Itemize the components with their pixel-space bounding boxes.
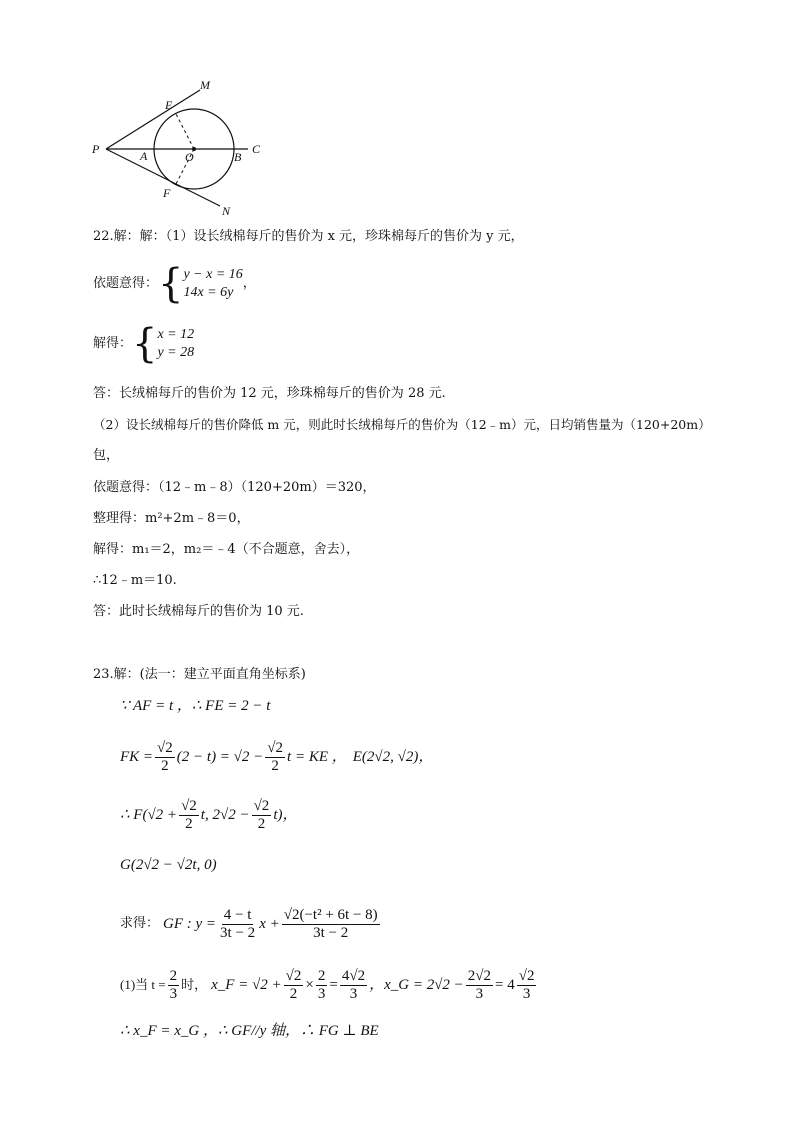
fk-lhs: FK = — [120, 749, 154, 765]
equation-2: 14x = 6y — [183, 285, 234, 300]
equation-system — [183, 266, 242, 302]
frac-2sqrt2-over-3 — [466, 968, 493, 1003]
frac-sqrt2-over-2 — [265, 740, 285, 775]
q22-answer-2: 答：此时长绒棉每斤的售价为 10 元. — [93, 604, 304, 619]
frac-4sqrt2-over-3 — [340, 968, 367, 1003]
q22-simplify: 整理得：m²+2m﹣8＝0， — [93, 511, 250, 526]
f-pre: ∴ F(√2 + — [120, 807, 178, 823]
q23-case1-line — [120, 962, 538, 1008]
q22-result: ∴12﹣m＝10. — [93, 573, 177, 588]
gf-label: 求得： — [120, 916, 160, 931]
fk-rhs: t = KE ， — [287, 749, 347, 765]
q22-system-sol — [93, 322, 194, 366]
f-mid: t, 2√2 − — [200, 807, 250, 823]
q22-eq-tail: ， — [242, 276, 256, 291]
frac-num: √2 — [285, 967, 302, 984]
q23-conclusion: ∴ x_F = x_G ，∴ GF//y 轴，∴ FG ⊥ BE — [120, 1023, 379, 1039]
xf-expr: x_F = √2 + — [211, 977, 282, 993]
case1-pre: (1)当 t = — [120, 977, 166, 992]
gf-x-plus: x + — [259, 916, 280, 932]
frac-num: √2 — [267, 739, 284, 756]
brace-icon: { — [158, 261, 184, 307]
point-e: E(2√2, √2)， — [352, 749, 434, 765]
frac-den: 3 — [169, 985, 178, 1002]
frac-den: 2 — [257, 815, 266, 832]
fk-mid: (2 − t) = √2 − — [176, 749, 264, 765]
f-end: t)， — [273, 807, 298, 823]
gf-frac-2 — [282, 907, 380, 942]
label-a: A — [140, 149, 148, 163]
frac-num: 4√2 — [341, 967, 366, 984]
frac-sqrt2-over-2 — [155, 740, 175, 775]
frac-num: √2 — [253, 797, 270, 814]
frac-num: 2 — [317, 967, 326, 984]
circle-tangent-figure — [88, 76, 278, 221]
case1-when: 时， — [181, 977, 208, 992]
label-e: E — [165, 98, 173, 112]
q23-fk-line — [120, 734, 433, 780]
xg-expr: ，x_G = 2√2 − — [369, 977, 464, 993]
frac-den: 2 — [185, 815, 193, 832]
frac-sqrt2-over-2 — [179, 798, 199, 833]
frac-num: 4 − t — [223, 906, 252, 923]
frac-sqrt2-over-2 — [284, 968, 304, 1003]
gf-frac-1 — [218, 907, 257, 942]
frac-num: √2 — [181, 797, 197, 814]
label-o: O — [185, 150, 194, 164]
solution-1: x = 12 — [157, 327, 195, 342]
frac-num: 2√2 — [467, 967, 492, 984]
frac-sqrt2-over-2 — [252, 798, 272, 833]
equation-1: y − x = 16 — [183, 267, 243, 282]
q23-step-af: ∵ AF = t ，∴ FE = 2 − t — [120, 698, 271, 714]
frac-num: √2 — [518, 967, 535, 984]
frac-den: 3t − 2 — [220, 924, 256, 941]
frac-den: 3 — [522, 985, 531, 1002]
label-m: M — [200, 78, 210, 92]
tangent-pm — [106, 90, 200, 149]
solution-system — [157, 326, 194, 362]
radius-oe — [175, 112, 194, 149]
frac-den: 2 — [289, 985, 298, 1002]
label-c: C — [252, 142, 261, 156]
label-n: N — [222, 204, 231, 218]
q22-part2-cont: 包， — [93, 448, 120, 463]
frac-num: 2 — [169, 967, 178, 984]
frac-den: 3 — [475, 985, 484, 1002]
q23-f-line — [120, 792, 297, 838]
frac-den: 3 — [317, 985, 326, 1002]
frac-2-over-3 — [168, 968, 180, 1003]
frac-num: √2(−t² + 6t − 8) — [283, 906, 378, 923]
q22-solve: 解得：m₁＝2，m₂＝﹣4（不合题意，舍去）， — [93, 542, 360, 557]
xf-eq: = — [329, 977, 338, 993]
frac-num: √2 — [157, 739, 173, 756]
q22-equation: 依题意得：（12﹣m﹣8）（120+20m）＝320， — [93, 480, 376, 495]
xg-eq: = 4 — [495, 977, 515, 993]
label-b: B — [234, 150, 242, 164]
q22-line-1: 22.解：解：（1）设长绒棉每斤的售价为 x 元，珍珠棉每斤的售价为 y 元， — [93, 229, 524, 244]
frac-sqrt2-over-3 — [517, 968, 537, 1003]
frac-den: 2 — [271, 757, 279, 774]
label-p: P — [92, 142, 100, 156]
q22-eq-label: 依题意得： — [93, 276, 159, 291]
label-f: F — [163, 186, 171, 200]
q22-system-eq — [93, 262, 256, 306]
frac-den: 3t − 2 — [313, 924, 349, 941]
q23-gf-line — [120, 900, 382, 948]
frac-den: 3 — [349, 985, 358, 1002]
frac-den: 2 — [161, 757, 169, 774]
brace-icon: { — [132, 321, 158, 367]
q22-part2-line: （2）设长绒棉每斤的售价降低 m 元，则此时长绒棉每斤的售价为（12﹣m）元，日均销售量为（120+20m） — [93, 417, 711, 432]
q23-heading: 23.解：(法一：建立平面直角坐标系) — [93, 667, 306, 682]
q22-sol-label: 解得： — [93, 336, 133, 351]
q23-g-point: G(2√2 − √2t, 0) — [120, 857, 217, 873]
gf-lhs: GF : y = — [163, 916, 217, 932]
frac-2-over-3 — [316, 968, 328, 1003]
q22-answer-1: 答：长绒棉每斤的售价为 12 元，珍珠棉每斤的售价为 28 元. — [93, 386, 446, 401]
solution-2: y = 28 — [157, 345, 195, 360]
xf-times: × — [305, 977, 314, 993]
